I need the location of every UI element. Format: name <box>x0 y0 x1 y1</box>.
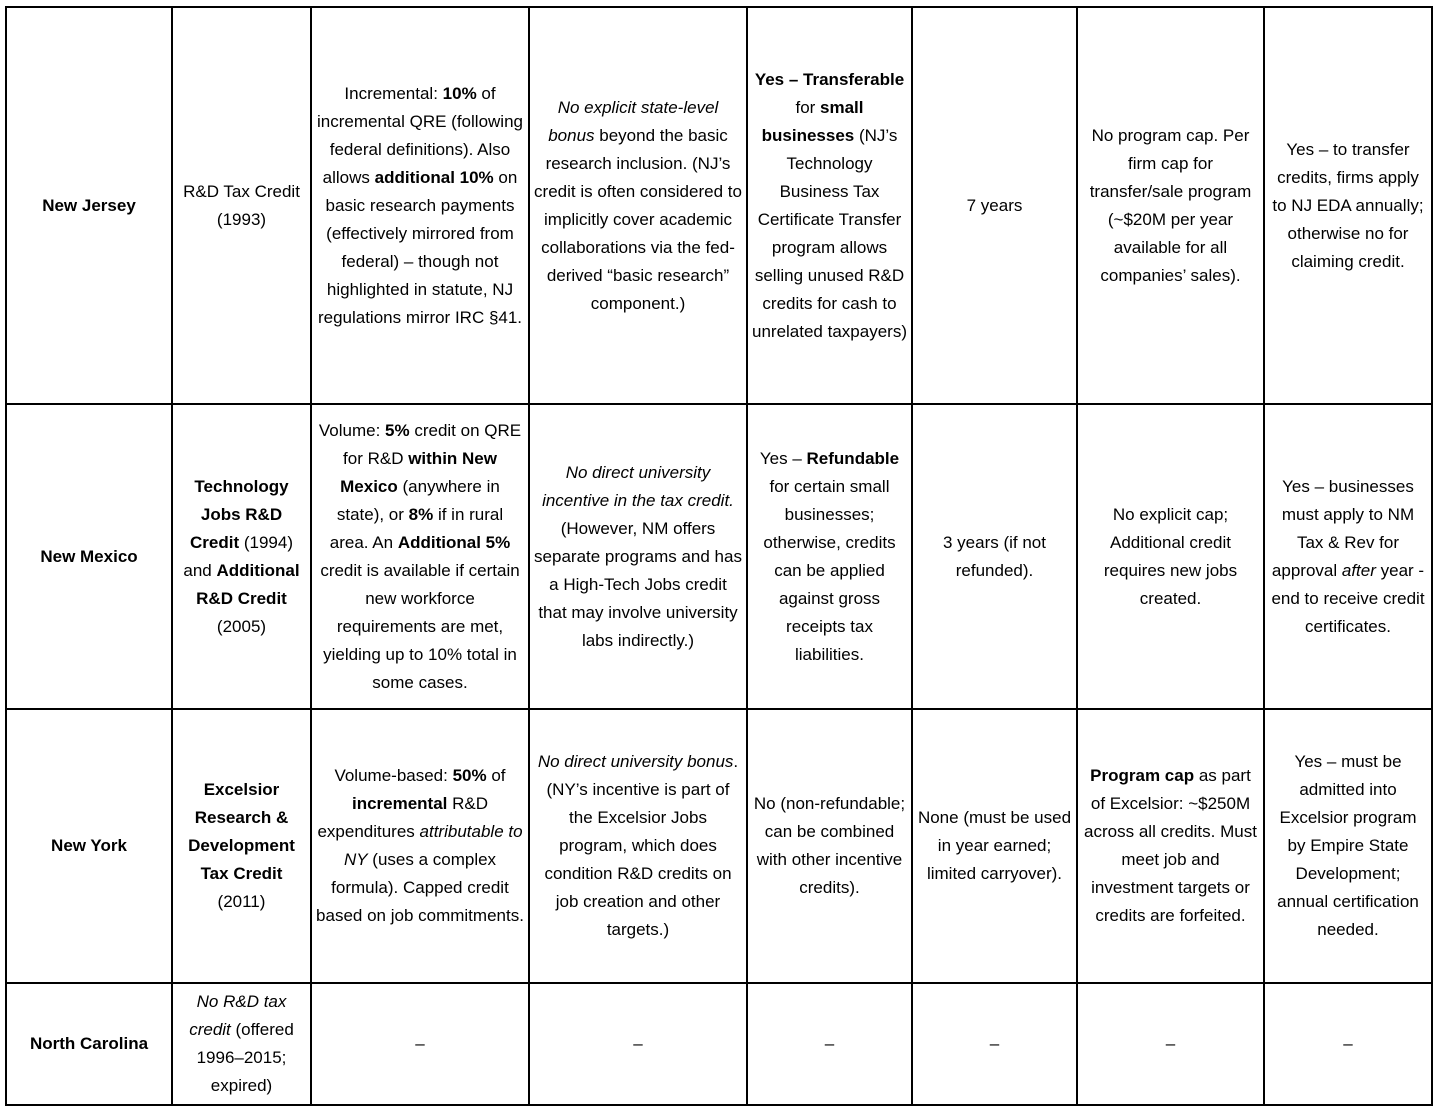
cell-text: of incremental QRE (following federal definitions). Also allows <box>317 83 523 187</box>
cell-text: No (non-refundable; can be combined with other incentive credits). <box>753 794 906 897</box>
cell-text: No R&D tax credit <box>189 992 287 1039</box>
rate-cell <box>311 404 529 709</box>
cell-text: for certain small businesses; otherwise, credits can be applied against gross receipts tax liabilities. <box>763 476 896 664</box>
application-cell <box>1264 404 1432 709</box>
cell-text: Incremental: <box>344 83 443 103</box>
university-cell <box>529 7 747 404</box>
cell-text: (NJ’s Technology Business Tax Certificate Transfer program allows selling unused R&D credits for cash to unrelated taxpayers) <box>752 125 907 341</box>
carryforward-cell <box>912 983 1077 1105</box>
cell-text: (offered 1996–2015; expired) <box>196 1020 294 1095</box>
cell-text: (uses a complex formula). Capped credit based on job commitments. <box>316 850 524 925</box>
cell-text: Volume-based: <box>334 766 453 785</box>
cell-text: on basic research payments (effectively mirrored from federal) – though not highlighted in statute, NJ regulations mirror IRC §41. <box>317 167 523 327</box>
refundable-cell <box>747 709 912 983</box>
cell-text: Technology Jobs R&D Credit <box>190 476 289 552</box>
table-row <box>6 404 1432 709</box>
cell-text: Refundable <box>806 448 900 468</box>
cap-cell <box>1077 7 1264 404</box>
cell-text: Excelsior Research & Development Tax Credit <box>188 780 295 883</box>
cell-text: attributable to NY <box>343 822 523 869</box>
cell-text: No program cap. Per firm cap for transfer/sale program (~$20M per year available for all companies’ sales). <box>1089 125 1252 285</box>
cell-text: None (must be used in year earned; limited carryover). <box>917 808 1072 883</box>
cell-text: – <box>989 1034 1000 1053</box>
cell-text: – <box>415 1034 425 1053</box>
table-row <box>6 709 1432 983</box>
cell-text: . (NY’s incentive is part of the Excelsior Jobs program, which does condition R&D credits on job creation and other targets.) <box>544 752 739 939</box>
cell-text: of <box>486 766 506 785</box>
cell-text: incremental <box>351 794 448 813</box>
state-name-cell: New Mexico <box>6 404 172 709</box>
cell-text: 5% <box>385 420 410 440</box>
cell-text: – <box>1165 1034 1176 1053</box>
cell-text: No explicit state-level bonus <box>548 97 719 145</box>
state-rd-credit-table <box>5 6 1433 1106</box>
cell-text: No explicit cap; Additional credit requires new jobs created. <box>1103 504 1238 608</box>
program-cell <box>172 983 311 1105</box>
carryforward-cell <box>912 7 1077 404</box>
cell-text: Yes – businesses must apply to NM Tax & Rev for approval <box>1271 476 1415 580</box>
rate-cell <box>311 7 529 404</box>
university-cell <box>529 709 747 983</box>
cell-text: R&D Tax Credit (1993) <box>183 181 300 229</box>
cell-text: beyond the basic research inclusion. (NJ’s credit is often considered to implicitly cover academic collaborations via the fed-derived “basic research” component.) <box>534 125 742 313</box>
cell-text: 10% <box>442 83 477 103</box>
cell-text: Additional 5% <box>397 532 511 552</box>
application-cell <box>1264 7 1432 404</box>
cell-text: 3 years (if not refunded). <box>943 532 1046 580</box>
application-cell <box>1264 709 1432 983</box>
cell-text: 7 years <box>966 195 1023 215</box>
cell-text: – <box>633 1034 643 1053</box>
cell-text: (2011) <box>217 892 266 911</box>
cell-text: (2005) <box>216 616 267 636</box>
cell-text: if in rural area. An <box>329 504 504 552</box>
cell-text: No direct university bonus <box>537 752 734 771</box>
state-name-cell: North Carolina <box>6 983 172 1105</box>
table-row <box>6 983 1432 1105</box>
cell-text: within New Mexico <box>340 448 497 496</box>
cell-text: after <box>1341 560 1376 580</box>
cell-text: 8% <box>408 504 434 524</box>
cell-text: Additional R&D Credit <box>196 560 300 608</box>
application-cell <box>1264 983 1432 1105</box>
cell-text: (anywhere in state), or <box>336 476 500 524</box>
cap-cell <box>1077 983 1264 1105</box>
cell-text: additional 10% <box>374 167 494 187</box>
cell-text: Yes – to transfer credits, firms apply to NJ EDA annually; otherwise no for claiming credit. <box>1272 139 1424 271</box>
cell-text: Volume: <box>318 420 386 440</box>
program-cell <box>172 7 311 404</box>
cell-text: credit is available if certain new workforce requirements are met, yielding up to 10% total in some cases. <box>320 560 520 692</box>
cell-text: (1994) and <box>183 532 293 580</box>
university-cell <box>529 404 747 709</box>
cell-text: – <box>824 1034 835 1053</box>
table-row <box>6 7 1432 404</box>
state-name-cell: New York <box>6 709 172 983</box>
carryforward-cell <box>912 709 1077 983</box>
university-cell <box>529 983 747 1105</box>
cell-text: Yes – <box>759 448 807 468</box>
rate-cell <box>311 983 529 1105</box>
refundable-cell <box>747 983 912 1105</box>
cell-text: credit on QRE for R&D <box>343 420 522 468</box>
cell-text: Yes – Transferable <box>754 69 905 89</box>
cell-text: Program cap <box>1090 766 1195 785</box>
cell-text: Yes – must be admitted into Excelsior program by Empire State Development; annual certification needed. <box>1277 752 1419 939</box>
program-cell <box>172 709 311 983</box>
rate-cell <box>311 709 529 983</box>
refundable-cell <box>747 404 912 709</box>
refundable-cell <box>747 7 912 404</box>
program-cell <box>172 404 311 709</box>
state-name-cell: New Jersey <box>6 7 172 404</box>
cell-text: 50% <box>452 766 487 785</box>
carryforward-cell <box>912 404 1077 709</box>
cell-text: R&D expenditures <box>317 794 489 841</box>
cell-text: year -end to receive credit certificates. <box>1271 560 1425 636</box>
cell-text: – <box>1343 1034 1353 1053</box>
cap-cell <box>1077 709 1264 983</box>
cell-text: small businesses <box>761 97 864 145</box>
cell-text: No direct university incentive in the tax credit. <box>542 462 734 510</box>
cell-text: (However, NM offers separate programs and has a High-Tech Jobs credit that may involve university labs indirectly.) <box>534 518 742 650</box>
cell-text: as part of Excelsior: ~$250M across all credits. Must meet job and investment targets or credits are forfeited. <box>1084 766 1257 925</box>
cap-cell <box>1077 404 1264 709</box>
cell-text: for <box>795 97 821 117</box>
